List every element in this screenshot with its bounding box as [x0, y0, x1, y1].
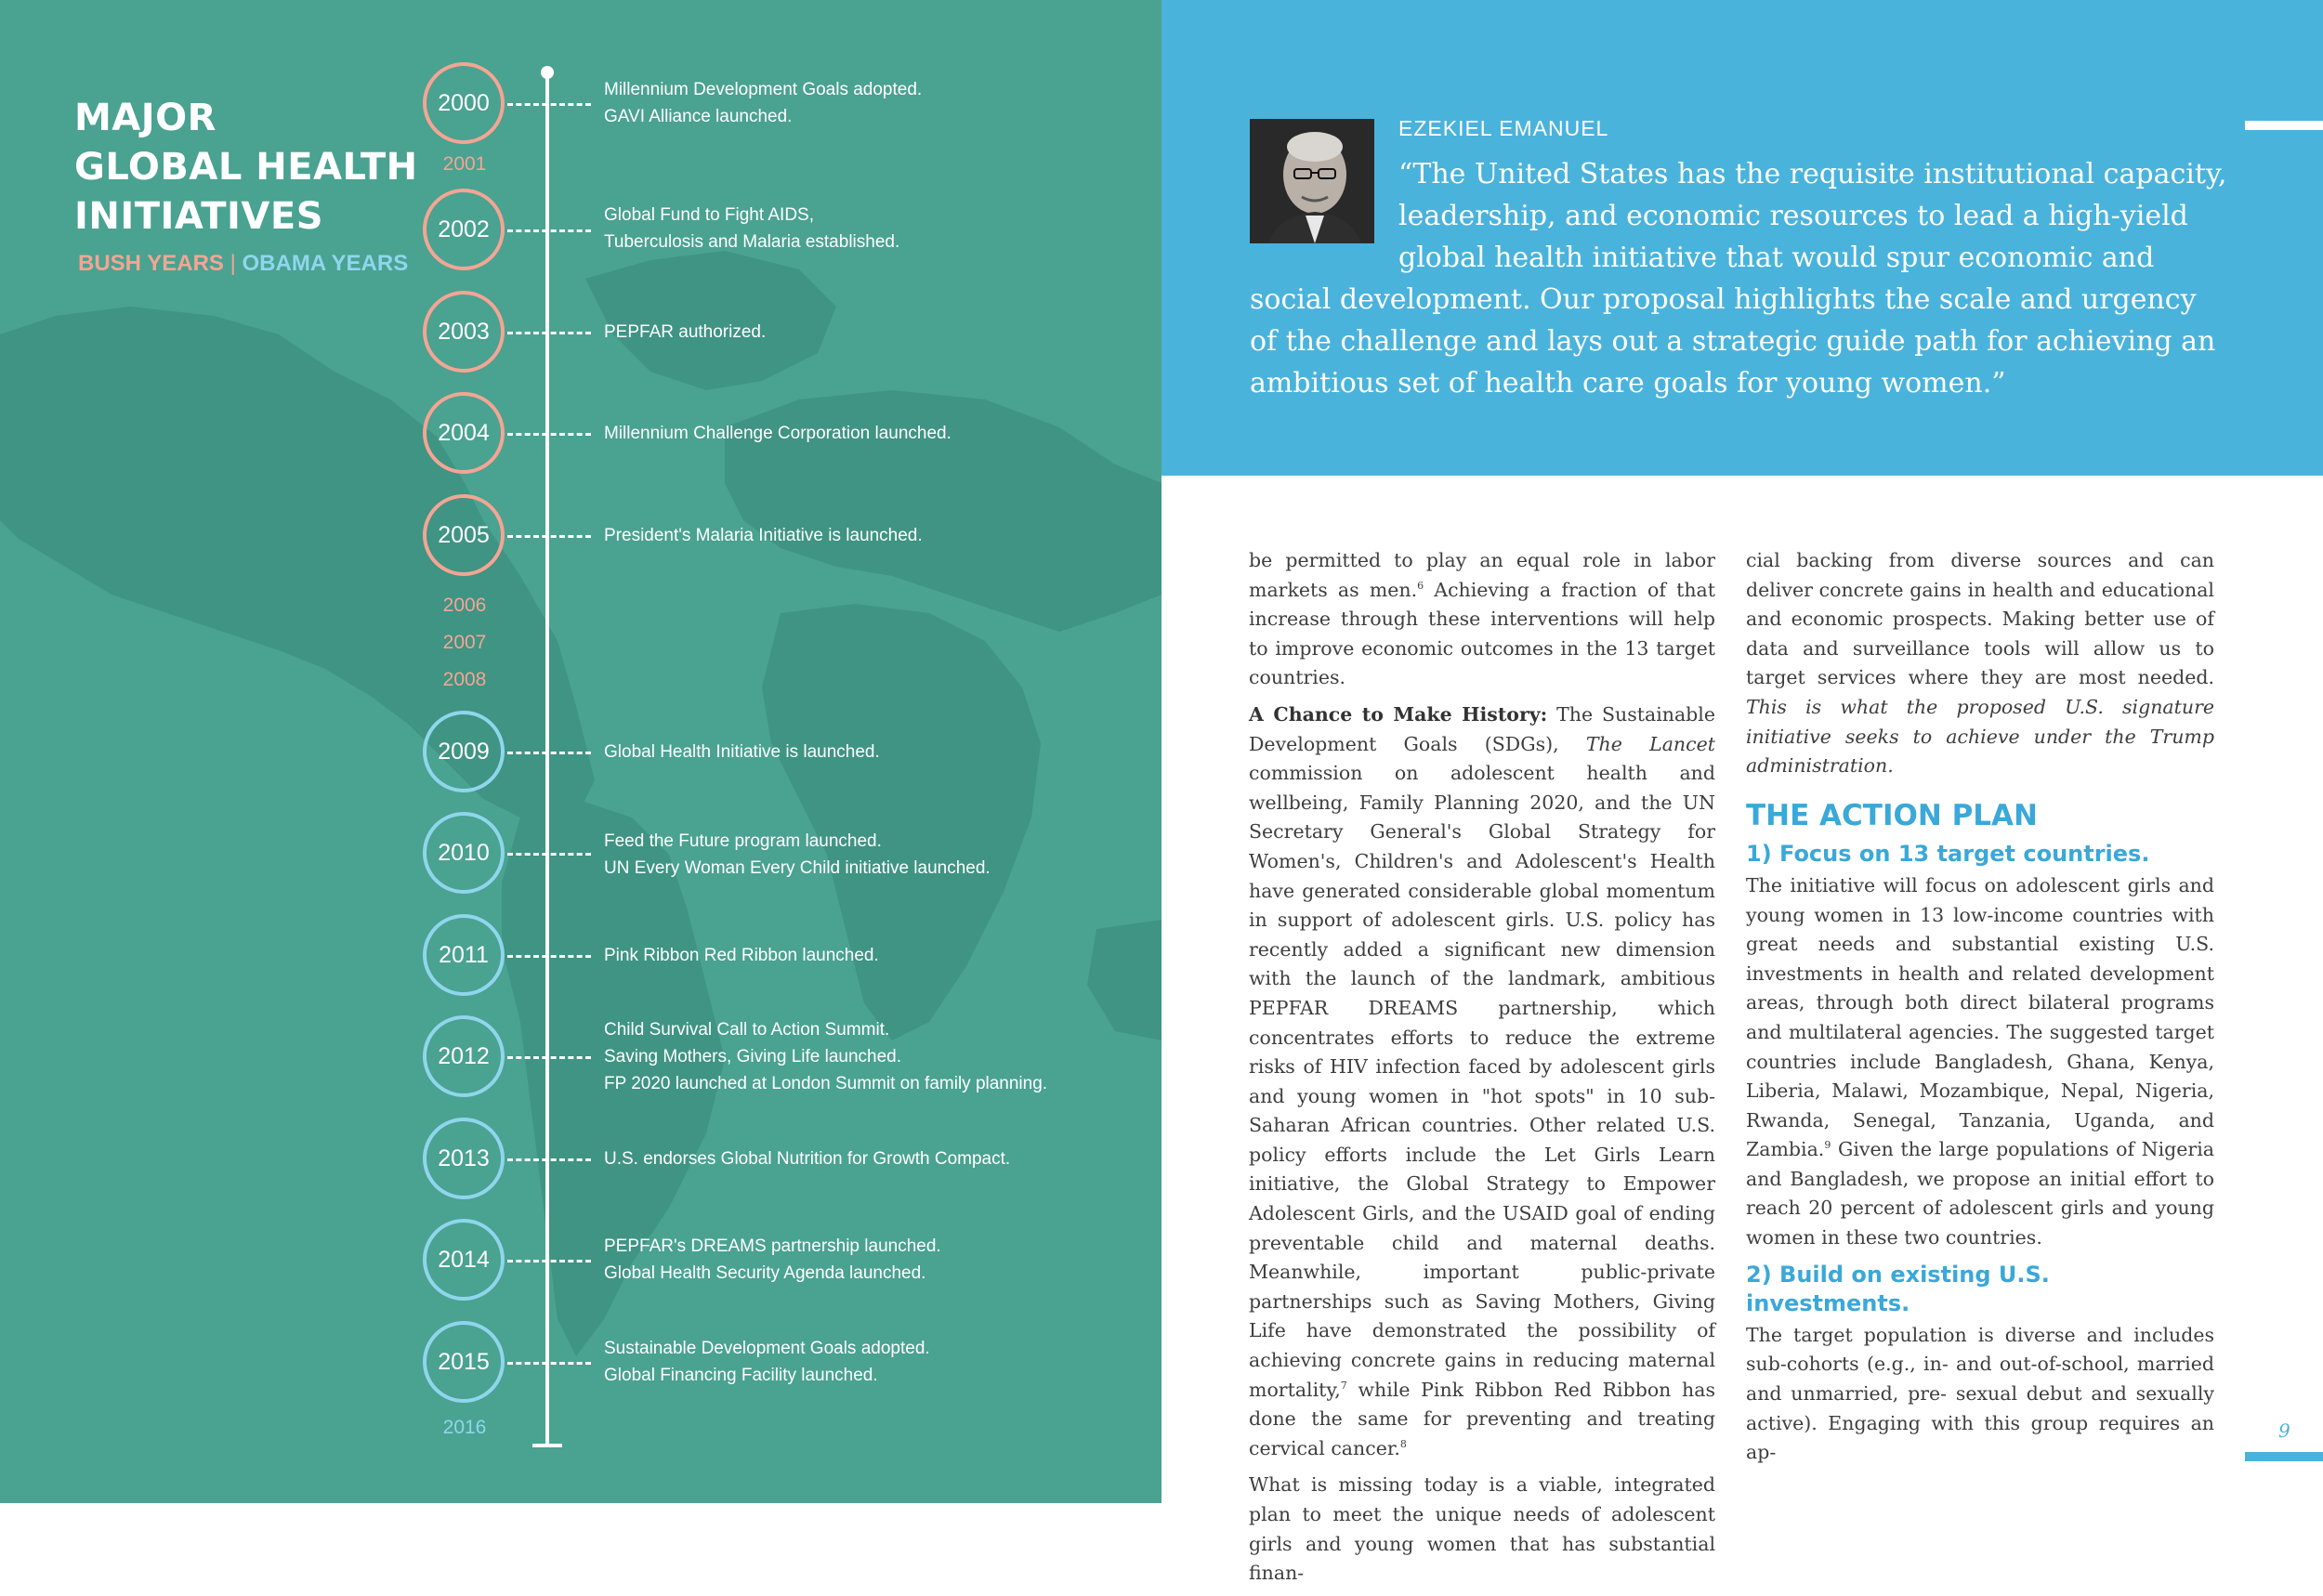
event-line: Tuberculosis and Malaria established.	[604, 232, 900, 252]
event-line: Global Fund to Fight AIDS,	[604, 205, 815, 225]
event-2012	[604, 1016, 1047, 1097]
event-line: PEPFAR authorized.	[604, 322, 767, 342]
quote-line-4: social development. Our proposal highlights the scale and urgency	[1250, 283, 2197, 316]
paragraph-chance-to-make-history	[1249, 700, 1715, 1463]
year-circle-2003: 2003	[423, 291, 505, 373]
timeline-title-line-1: MAJOR	[74, 97, 217, 139]
timeline-title-line-2: GLOBAL HEALTH	[74, 146, 418, 189]
text-run: cial backing from diverse sources and can deliver concrete gains in health and educational and economic prospects. Making better use of data and surveillance tools will allow us to target services where they are most needed.	[1746, 549, 2214, 689]
text-italic-lancet: The Lancet	[1585, 732, 1715, 755]
quote-speaker-name: EZEKIEL EMANUEL	[1398, 116, 1609, 140]
quote-line-5: of the challenge and lays out a strategic guide path for achieving an	[1250, 325, 2216, 358]
subheading-focus-countries: 1) Focus on 13 target countries.	[1746, 841, 2150, 868]
year-circle-2010: 2010	[423, 812, 505, 894]
event-line: Millennium Development Goals adopted.	[604, 80, 923, 99]
minor-year-2008: 2008	[442, 669, 487, 690]
event-2005	[604, 522, 923, 549]
decorative-bar-bottom	[2245, 1452, 2323, 1461]
year-connector-2002	[507, 229, 591, 232]
text-run: Achieving a fraction of that increase through these interventions will help to improve economic outcomes in the 13 target countries.	[1249, 578, 1715, 689]
year-connector-2014	[507, 1260, 591, 1262]
page-number: 9	[2278, 1419, 2290, 1442]
minor-year-2007: 2007	[442, 632, 487, 653]
year-connector-2012	[507, 1056, 591, 1059]
paragraph-what-is-missing: What is missing today is a viable, integrated plan to meet the unique needs of adolescent girls and young women that has substantial finan-	[1249, 1473, 1715, 1585]
minor-year-2016: 2016	[442, 1417, 487, 1438]
footnote-ref-7: 7	[1340, 1379, 1347, 1392]
body-column-right	[1746, 546, 2214, 1475]
section-heading-action-plan: THE ACTION PLAN	[1746, 798, 2038, 832]
subheading-build-investments: 2) Build on existing U.S. investments.	[1746, 1261, 2050, 1317]
event-2004	[604, 420, 952, 447]
text-run: Given the large populations of Nigeria and Bangladesh, we propose an initial effort to reach 20 percent of adolescent girls and young women in these two countries.	[1746, 1138, 2214, 1249]
year-circle-2005: 2005	[423, 494, 505, 576]
event-2003	[604, 319, 766, 346]
timeline-axis-start-dot	[541, 66, 554, 79]
paragraph-labor-markets	[1249, 546, 1715, 693]
legend-separator: |	[230, 251, 236, 276]
footnote-ref-9: 9	[1824, 1139, 1831, 1152]
event-line: UN Every Woman Every Child initiative launched.	[604, 858, 991, 878]
text-run: The initiative will focus on adolescent girls and young women in 13 low-income countries with great needs and substantial existing U.S. investments in health and related development areas, through both direct bilateral programs and multilateral agencies. The suggested target countries include Bangladesh, Ghana, Kenya, Liberia, Malawi, Mozambique, Nepal, Nigeria, Rwanda, Senegal, Tanzania, Uganda, and Zambia.	[1746, 873, 2214, 1161]
quote-line-2: leadership, and economic resources to lead a high-yield	[1398, 200, 2188, 232]
year-circle-2012: 2012	[423, 1015, 505, 1097]
year-circle-2009: 2009	[423, 711, 505, 792]
speaker-portrait-illustration	[1250, 119, 1374, 243]
year-circle-2011: 2011	[423, 914, 505, 996]
year-connector-2013	[507, 1158, 591, 1161]
quote-line-1: “The United States has the requisite institutional capacity,	[1398, 158, 2227, 190]
year-circle-2014: 2014	[423, 1219, 505, 1301]
text-run: while Pink Ribbon Red Ribbon has done the same for preventing and treating cervical cancer.	[1249, 1378, 1715, 1459]
event-2002	[604, 202, 899, 255]
paragraph-financial-backing	[1746, 546, 2214, 781]
year-connector-2015	[507, 1362, 591, 1365]
body-column-left	[1249, 546, 1715, 1596]
event-2014	[604, 1233, 941, 1287]
text-run: commission on adolescent health and wellbeing, Family Planning 2020, and the UN Secretary General's Global Strategy for Women's, Children's and Adolescent's Health have generated considerable global momentum in support of adolescent girls. U.S. policy has recently added a significant new dimension with the launch of the landmark, ambitious PEPFAR DREAMS partnership, which concentrates efforts to reduce the extreme risks of HIV infection faced by adolescent girls and young women in "hot spots" in 10 sub-Saharan African countries. Other related U.S. policy efforts include the Let Girls Learn initiative, the Global Strategy to Empower Adolescent Girls, and the USAID goal of ending preventable child and maternal deaths. Meanwhile, important public-private partnerships such as Saving Mothers, Giving Life have demonstrated the possibility of achieving concrete gains in reducing maternal mortality,	[1249, 762, 1715, 1401]
year-circle-2004: 2004	[423, 392, 505, 474]
event-line: Saving Mothers, Giving Life launched.	[604, 1047, 902, 1066]
text-italic-initiative: This is what the proposed U.S. signature initiative seeks to achieve under the Trump administration.	[1746, 695, 2214, 778]
year-circle-2013: 2013	[423, 1118, 505, 1199]
event-line: Child Survival Call to Action Summit.	[604, 1020, 890, 1040]
year-circle-2002: 2002	[423, 189, 505, 270]
year-connector-2011	[507, 955, 591, 958]
event-line: Feed the Future program launched.	[604, 831, 882, 851]
event-line: Global Financing Facility launched.	[604, 1366, 878, 1385]
year-circle-2015: 2015	[423, 1321, 505, 1403]
event-2013	[604, 1145, 1010, 1172]
timeline-title-line-3: INITIATIVES	[74, 195, 324, 238]
event-line: Sustainable Development Goals adopted.	[604, 1339, 930, 1358]
event-line: PEPFAR's DREAMS partnership launched.	[604, 1236, 941, 1256]
legend-bush-years: BUSH YEARS	[78, 251, 224, 276]
footnote-ref-6: 6	[1417, 579, 1424, 592]
text-run: be permitted to play an equal role in labor markets as men.	[1249, 549, 1715, 601]
timeline-axis	[545, 72, 549, 1447]
minor-year-2001: 2001	[442, 153, 487, 175]
year-circle-2000: 2000	[423, 62, 505, 144]
run-in-heading: A Chance to Make History:	[1249, 702, 1548, 726]
year-connector-2009	[507, 752, 591, 754]
event-2009	[604, 739, 880, 765]
event-line: Global Health Initiative is launched.	[604, 742, 880, 762]
event-line: U.S. endorses Global Nutrition for Growth Compact.	[604, 1149, 1011, 1169]
year-connector-2010	[507, 853, 591, 856]
year-connector-2004	[507, 433, 591, 436]
event-line: Millennium Challenge Corporation launched.	[604, 424, 952, 443]
paragraph-target-countries	[1746, 871, 2214, 1253]
decorative-bar-top	[2245, 121, 2323, 130]
footnote-ref-8: 8	[1399, 1437, 1407, 1450]
quote-line-3: global health initiative that would spur economic and	[1398, 242, 2155, 274]
event-line: FP 2020 launched at London Summit on family planning.	[604, 1074, 1048, 1093]
event-2015	[604, 1335, 930, 1389]
event-line: President's Malaria Initiative is launched.	[604, 526, 923, 545]
event-line: Pink Ribbon Red Ribbon launched.	[604, 946, 879, 965]
quote-line-6: ambitious set of health care goals for young women.”	[1250, 367, 2006, 399]
legend-obama-years: OBAMA YEARS	[242, 251, 409, 276]
year-connector-2003	[507, 332, 591, 334]
year-connector-2005	[507, 535, 591, 538]
timeline-panel	[0, 0, 1162, 1503]
text-run: The Sustainable Development Goals (SDGs),	[1249, 702, 1715, 755]
event-line: GAVI Alliance launched.	[604, 107, 793, 126]
timeline-axis-end-cap	[532, 1444, 562, 1447]
minor-year-2006: 2006	[442, 595, 487, 616]
event-2011	[604, 942, 879, 969]
event-2000	[604, 76, 922, 130]
paragraph-target-population: The target population is diverse and includes sub-cohorts (e.g., in- and out-of-school, married and unmarried, pre- sexual debut and sexually active). Engaging with this group requires an ap-	[1746, 1323, 2214, 1464]
event-line: Global Health Security Agenda launched.	[604, 1263, 926, 1283]
event-2010	[604, 828, 991, 882]
speaker-portrait	[1250, 119, 1374, 243]
year-connector-2000	[507, 103, 591, 106]
administration-legend	[78, 251, 408, 277]
